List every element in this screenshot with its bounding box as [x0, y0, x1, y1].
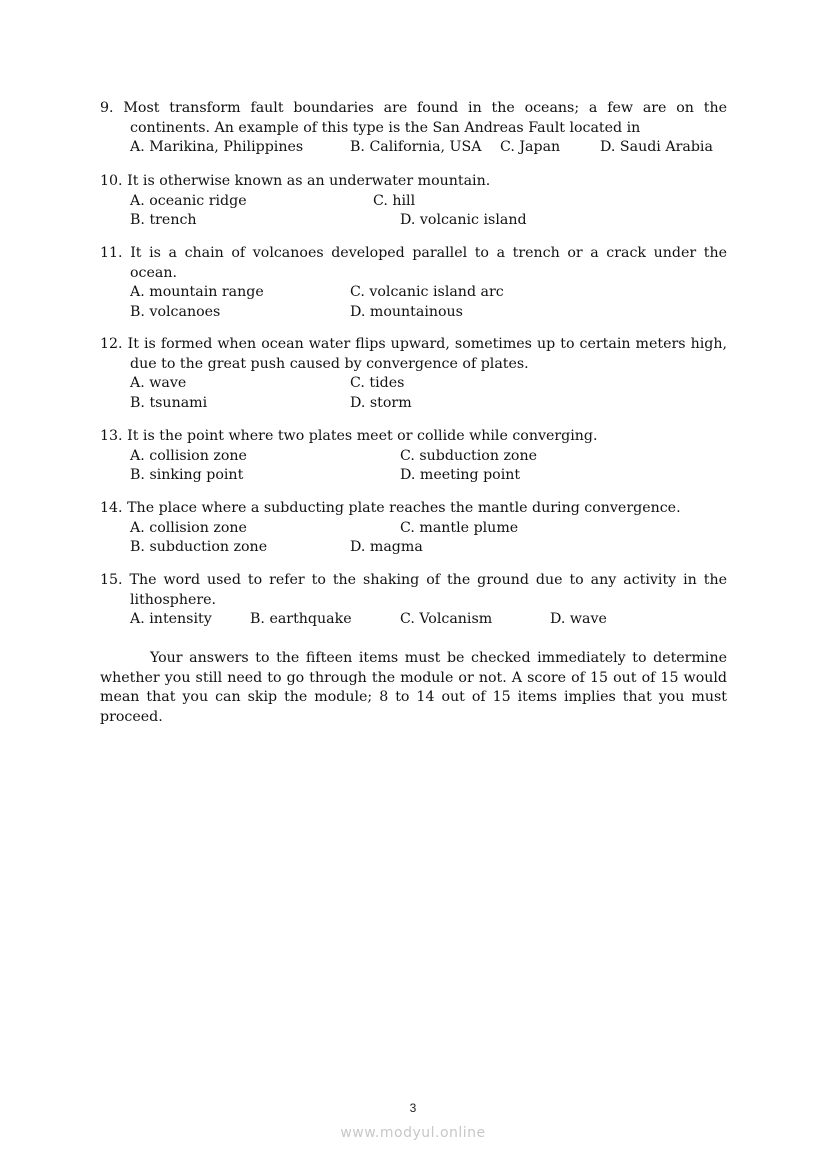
choices-row	[100, 283, 727, 303]
choice-b: B. tsunami	[130, 394, 208, 411]
choice-a: A. oceanic ridge	[130, 192, 247, 209]
question-15	[100, 571, 727, 630]
question-text-continued: continents. An example of this type is the San Andreas Fault located in	[130, 119, 641, 136]
watermark: www.modyul.online	[340, 1125, 486, 1141]
choice-a: A. collision zone	[130, 447, 247, 464]
paragraph-line: mean that you can skip the module; 8 to 14 out of 15 items implies that you must	[100, 689, 727, 705]
choice-a: A. Marikina, Philippines	[130, 139, 304, 155]
choices-row	[100, 447, 727, 467]
choices-row	[100, 374, 727, 394]
choice-c: C. mantle plume	[400, 519, 519, 536]
choice-d: D. storm	[350, 394, 412, 411]
choice-d: D. Saudi Arabia	[600, 139, 713, 155]
question-11	[100, 244, 727, 322]
choice-d: D. volcanic island	[400, 212, 527, 228]
choice-c: C. subduction zone	[400, 447, 538, 464]
question-text-continued: ocean.	[130, 264, 177, 281]
question-text: It is otherwise known as an underwater mountain.	[127, 173, 491, 189]
question-text: It is a chain of volcanoes developed parallel to a trench or a crack under the	[130, 245, 727, 261]
choice-c: C. hill	[373, 192, 416, 209]
question-number: 10.	[100, 173, 123, 189]
question-stem	[100, 427, 727, 447]
choice-b: B. sinking point	[130, 467, 244, 483]
question-12	[100, 335, 727, 413]
question-14	[100, 499, 727, 558]
choices-row	[100, 192, 727, 212]
question-9	[100, 99, 727, 158]
question-stem	[100, 244, 727, 264]
question-13	[100, 427, 727, 486]
choice-c: C. Volcanism	[400, 611, 493, 627]
question-text-continued: lithosphere.	[130, 591, 217, 608]
paragraph-line: proceed.	[100, 708, 163, 725]
paragraph-line: Your answers to the fifteen items must be checked immediately to determine	[150, 650, 727, 666]
question-stem	[100, 99, 727, 119]
choices-row	[100, 394, 727, 414]
choice-a: A. wave	[130, 375, 187, 391]
question-text: It is the point where two plates meet or collide while converging.	[127, 428, 598, 444]
question-stem	[100, 172, 727, 192]
question-stem	[100, 571, 727, 591]
choices-row	[100, 211, 727, 231]
question-number: 11.	[100, 245, 123, 261]
choice-d: D. wave	[550, 611, 607, 627]
question-text-continued: due to the great push caused by convergence of plates.	[130, 355, 529, 372]
choice-c: C. tides	[350, 375, 405, 391]
question-stem	[100, 499, 727, 519]
choices-row	[100, 610, 727, 630]
page-number: 3	[409, 1101, 417, 1115]
choice-b: B. earthquake	[250, 611, 352, 627]
choices-row	[100, 138, 727, 158]
choice-a: A. collision zone	[130, 519, 247, 536]
question-number: 12.	[100, 336, 123, 352]
choice-b: B. subduction zone	[130, 539, 268, 555]
choices-row	[100, 466, 727, 486]
choice-b: B. volcanoes	[130, 303, 221, 320]
question-text: The word used to refer to the shaking of the ground due to any activity in the	[129, 572, 727, 588]
paragraph-line: whether you still need to go through the module or not. A score of 15 out of 15 would	[100, 669, 727, 686]
instructions-paragraph	[100, 649, 727, 727]
choice-b: B. trench	[130, 212, 197, 228]
choice-c: C. volcanic island arc	[350, 284, 504, 300]
choices-row	[100, 538, 727, 558]
question-text: The place where a subducting plate reaches the mantle during convergence.	[127, 500, 681, 516]
question-text: It is formed when ocean water flips upward, sometimes up to certain meters high,	[127, 336, 727, 352]
question-stem	[100, 335, 727, 355]
choice-d: D. magma	[350, 539, 423, 555]
choice-a: A. mountain range	[130, 284, 264, 300]
question-number: 15.	[100, 572, 123, 588]
question-text: Most transform fault boundaries are found in the oceans; a few are on the	[123, 100, 728, 116]
question-number: 13.	[100, 428, 123, 444]
question-number: 14.	[100, 500, 123, 516]
choices-row	[100, 519, 727, 539]
choice-d: D. mountainous	[350, 303, 463, 320]
choice-a: A. intensity	[130, 611, 212, 627]
choice-c: C. Japan	[500, 139, 561, 155]
choice-b: B. California, USA	[350, 139, 482, 155]
question-10	[100, 172, 727, 231]
choice-d: D. meeting point	[400, 467, 521, 483]
choices-row	[100, 303, 727, 323]
question-number: 9.	[100, 100, 114, 116]
